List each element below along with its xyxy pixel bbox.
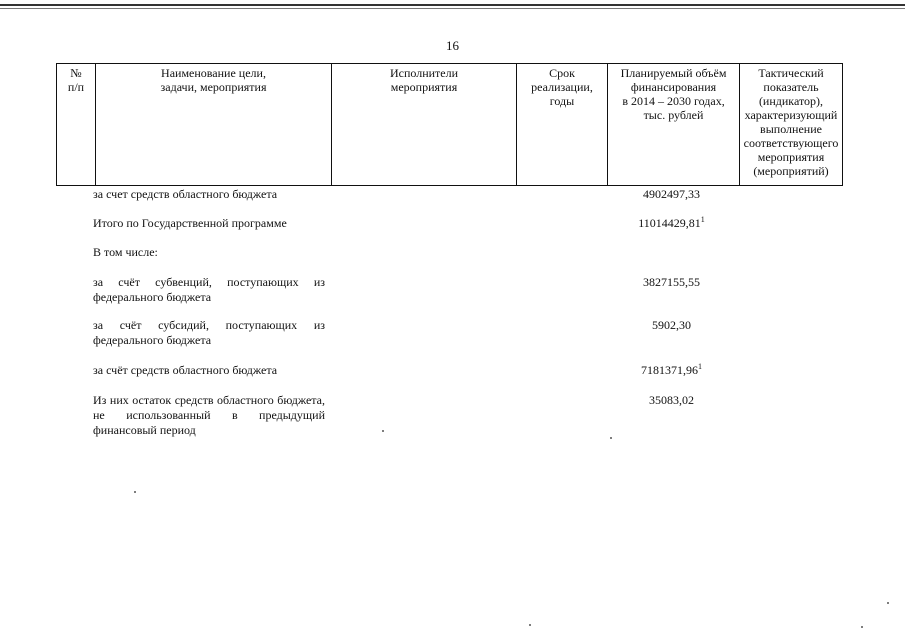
scan-speck — [382, 430, 384, 432]
row-value: 4902497,33 — [643, 187, 700, 201]
page-number: 16 — [446, 38, 459, 53]
header-col-funding: Планируемый объём финансирования в 2014 – 2030 годах, тыс. рублей — [608, 64, 740, 186]
row-value: 35083,02 — [649, 393, 694, 407]
header-col-period: Срок реализации, годы — [517, 64, 608, 186]
row-label: за счёт субсидий, поступающих из федерального бюджета — [93, 318, 325, 347]
row-label: Итого по Государственной программе — [93, 216, 287, 230]
row-label: В том числе: — [93, 245, 158, 259]
scan-speck — [610, 437, 612, 439]
header-col-number: № п/п — [57, 64, 96, 186]
scan-speck — [861, 626, 863, 628]
row-label: за счёт средств областного бюджета — [93, 363, 278, 377]
table-header — [56, 63, 843, 186]
row-value: 11014429,81$^1$ — [638, 215, 705, 230]
header-col-indicator: Тактический показатель (индикатор), характеризующий выполнение соответствующего мероприятия (мероприятий) — [740, 64, 843, 186]
scan-speck — [887, 602, 889, 604]
scan-speck — [134, 491, 136, 493]
top-border-line — [0, 4, 905, 6]
scan-speck — [529, 624, 531, 626]
row-value: 7181371,96$^1$ — [641, 362, 702, 377]
top-border-line-thin — [0, 8, 905, 9]
header-col-executors: Исполнители мероприятия — [332, 64, 517, 186]
row-value: 3827155,55 — [643, 275, 700, 289]
header-col-name: Наименование цели, задачи, мероприятия — [96, 64, 332, 186]
row-value: 5902,30 — [652, 318, 691, 332]
row-label: Из них остаток средств областного бюджета, не использованный в предыдущий финансовый период — [93, 393, 325, 437]
row-label: за счет средств областного бюджета — [93, 187, 278, 201]
row-label: за счёт субвенций, поступающих из федерального бюджета — [93, 275, 325, 304]
